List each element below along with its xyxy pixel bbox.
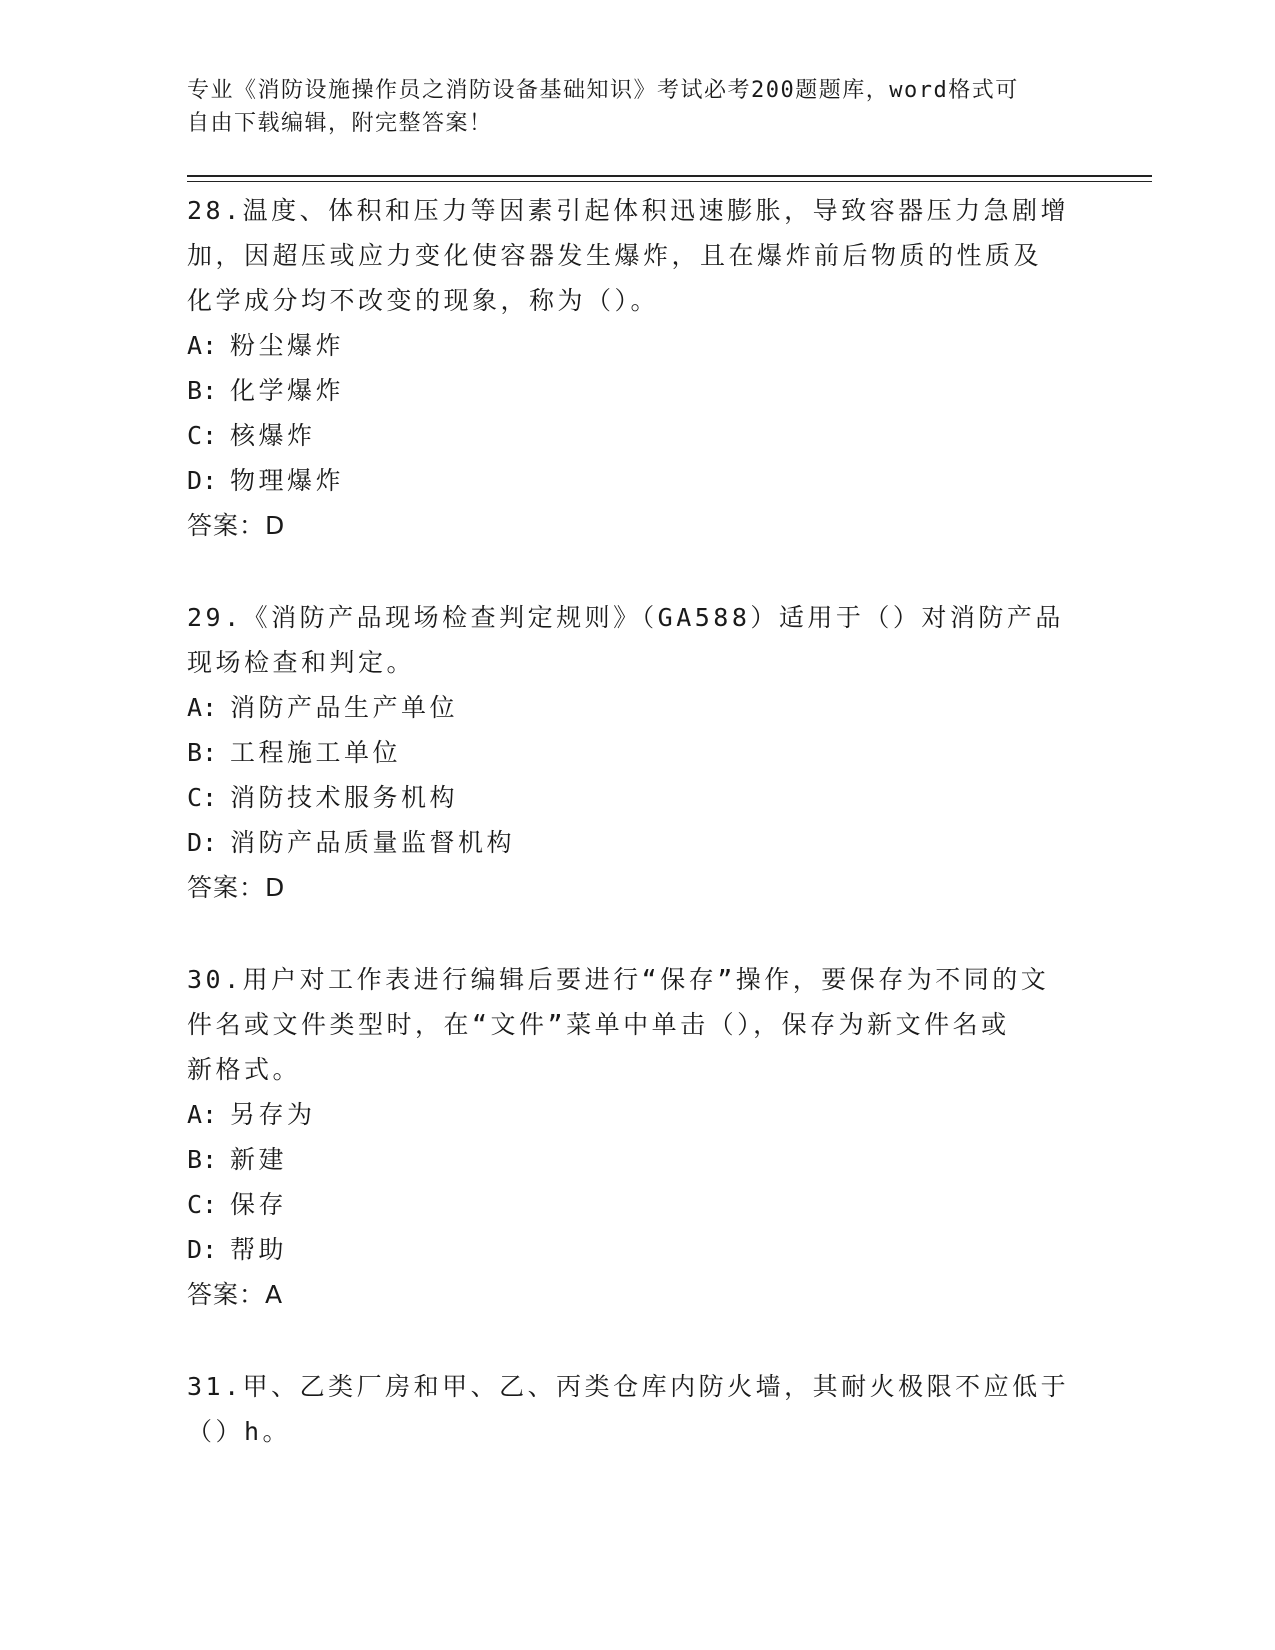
question-spacer [187, 910, 1072, 957]
option-c [187, 775, 1072, 820]
option-a [187, 685, 1072, 730]
question-28 [187, 188, 1072, 548]
option-text: 工程施工单位 [230, 738, 402, 767]
option-d [187, 1227, 1072, 1272]
option-label: B: [187, 376, 218, 405]
answer-line: 答案：D [187, 873, 286, 902]
question-text-line: 31.甲、乙类厂房和甲、乙、丙类仓库内防火墙，其耐火极限不应低于 [187, 1372, 1070, 1401]
question-text [187, 188, 1072, 323]
option-text: 化学爆炸 [230, 376, 345, 405]
option-a [187, 1092, 1072, 1137]
question-list [187, 188, 1072, 1454]
question-spacer [187, 1317, 1072, 1364]
question-text-line: 件名或文件类型时，在“文件”菜单中单击（），保存为新文件名或 [187, 1010, 1010, 1039]
question-text-line: 29.《消防产品现场检查判定规则》（GA588）适用于（）对消防产品 [187, 603, 1064, 632]
question-text-line: 30.用户对工作表进行编辑后要进行“保存”操作，要保存为不同的文 [187, 965, 1050, 994]
option-b [187, 368, 1072, 413]
option-label: D: [187, 1235, 218, 1264]
option-d [187, 820, 1072, 865]
option-b [187, 730, 1072, 775]
option-label: B: [187, 738, 218, 767]
answer-line: 答案：D [187, 511, 286, 540]
question-text-line: （）h。 [187, 1417, 292, 1446]
answer-line: 答案：A [187, 1280, 284, 1309]
question-text [187, 1364, 1072, 1454]
option-text: 粉尘爆炸 [230, 331, 345, 360]
option-c [187, 413, 1072, 458]
option-b [187, 1137, 1072, 1182]
question-spacer [187, 548, 1072, 595]
header-divider-thin [187, 181, 1152, 182]
option-label: C: [187, 421, 218, 450]
question-text [187, 957, 1072, 1092]
option-d [187, 458, 1072, 503]
option-text: 消防技术服务机构 [230, 783, 459, 812]
option-label: A: [187, 1100, 218, 1129]
header-line-1: 专业《消防设施操作员之消防设备基础知识》考试必考200题题库，word格式可 [187, 78, 1019, 103]
option-text: 消防产品生产单位 [230, 693, 459, 722]
option-label: A: [187, 693, 218, 722]
question-31 [187, 1364, 1072, 1454]
header-line-2: 自由下载编辑，附完整答案！ [187, 111, 493, 136]
option-c [187, 1182, 1072, 1227]
option-label: D: [187, 828, 218, 857]
option-text: 核爆炸 [230, 421, 316, 450]
question-text-line: 加，因超压或应力变化使容器发生爆炸，且在爆炸前后物质的性质及 [187, 241, 1043, 270]
option-text: 另存为 [230, 1100, 316, 1129]
header-divider-thick [187, 175, 1152, 177]
option-label: B: [187, 1145, 218, 1174]
option-text: 新建 [230, 1145, 288, 1174]
option-label: C: [187, 783, 218, 812]
option-text: 帮助 [230, 1235, 288, 1264]
question-text-line: 现场检查和判定。 [187, 648, 416, 677]
option-a [187, 323, 1072, 368]
option-label: A: [187, 331, 218, 360]
option-label: D: [187, 466, 218, 495]
option-label: C: [187, 1190, 218, 1219]
option-text: 保存 [230, 1190, 288, 1219]
question-text [187, 595, 1072, 685]
question-29 [187, 595, 1072, 910]
option-text: 消防产品质量监督机构 [230, 828, 516, 857]
question-text-line: 28.温度、体积和压力等因素引起体积迅速膨胀，导致容器压力急剧增 [187, 196, 1070, 225]
question-text-line: 新格式。 [187, 1055, 302, 1084]
document-header [187, 74, 1067, 140]
question-30 [187, 957, 1072, 1317]
question-text-line: 化学成分均不改变的现象，称为（）。 [187, 286, 660, 315]
option-text: 物理爆炸 [230, 466, 345, 495]
